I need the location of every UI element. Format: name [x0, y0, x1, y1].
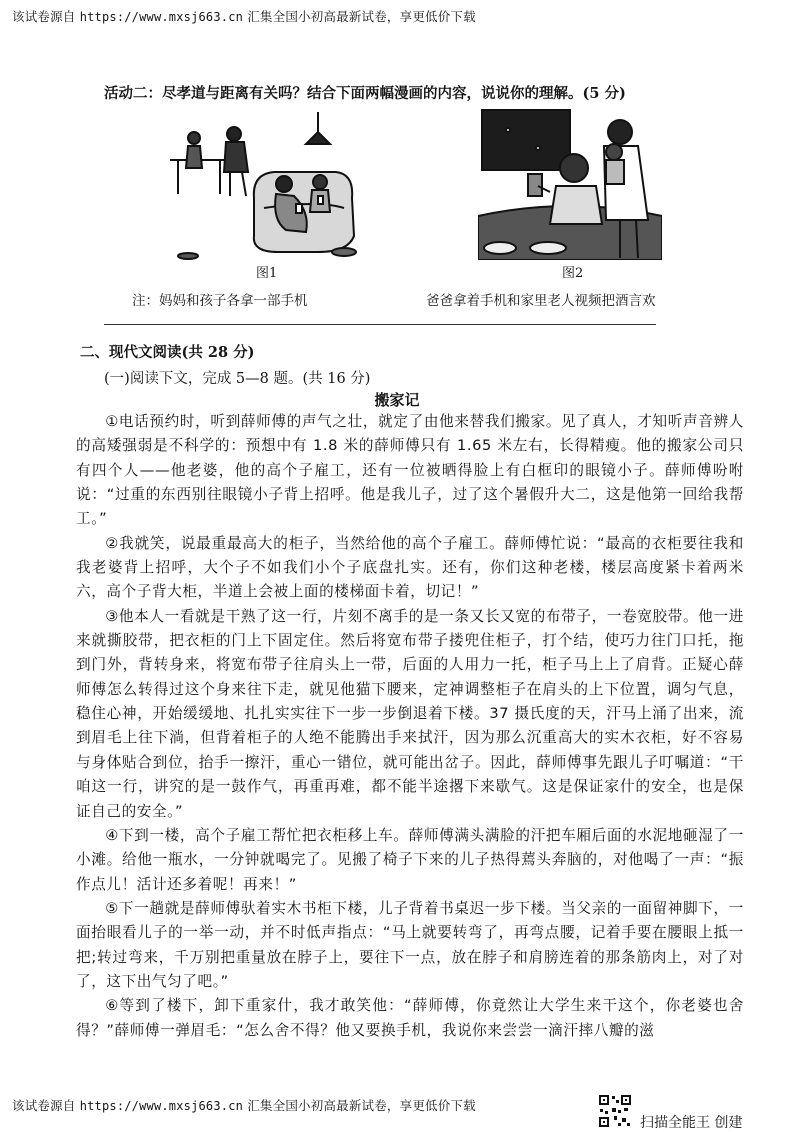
article-body: [76, 410, 744, 1043]
article-paragraph-2: ②我就笑，说最重最高大的柜子，当然给他的高个子雇工。薛师傅忙说：“最高的衣柜要往我和我老婆背上招呼，大个子不如我们小个子底盘扎实。还有，你们这种老楼，楼层高度紧卡着两米六，高个子背大柜，半道上会被上面的楼梯面卡着，切记！”: [76, 534, 744, 601]
article-paragraph-6: ⑥等到了楼下，卸下重家什，我才敢笑他：“薛师傅，你竟然让大学生来干这个，你老婆也舍得？”薛师傅一弹眉毛：“怎么舍不得？他又要换手机，我说你来尝尝一滴汗摔八瓣的滋: [76, 997, 744, 1039]
scanner-watermark: 扫描全能王 创建: [640, 1115, 743, 1131]
activity-two-prompt: 活动二：尽孝道与距离有关吗？结合下面两幅漫画的内容，说说你的理解。(5 分): [104, 85, 626, 102]
header-banner-prefix: 该试卷源自: [12, 9, 76, 24]
figure-2-caption: 图2: [562, 266, 584, 281]
cartoon-figure-2: [478, 108, 662, 260]
figure-1-caption: 图1: [256, 266, 278, 281]
footer-banner: [12, 1096, 476, 1114]
article-paragraph-3: ③他本人一看就是干熟了这一行，片刻不离手的是一条又长又宽的布带子，一卷宽胶带。他一进来就撕胶带，把衣柜的门上下固定住。然后将宽布带子搂兜住柜子，打个结，使巧力往门口托，拖到门外，背转身来，将宽布带子往肩头上一带，后面的人用力一托，柜子马上上了肩背。正疑心薛师傅怎么转得过这个身来往下走，就见他猫下腰来，定神调整柜子在肩头的上下位置，调匀气息，稳住心神，开始缓缓地、扎扎实实往下一步一步倒退着下楼。37 摄氏度的天，汗马上涌了出来，流到眉毛上往下淌，但背着柜子的人绝不能腾出手来拭汗，因为那么沉重高大的实木衣柜，好不容易与身体贴合到位，抬手一擦汗，重心一错位，就可能出岔子。因此，薛师傅事先跟儿子叮嘱道：“干咱这一行，讲究的是一鼓作气，再重再难，都不能半途撂下来歇气。这是保证家什的安全，也是保证自己的安全。”: [76, 607, 744, 820]
article-paragraph-4: ④下到一楼，高个子雇工帮忙把衣柜移上车。薛师傅满头满脸的汗把车厢后面的水泥地砸湿了一小滩。给他一瓶水，一分钟就喝完了。见搬了椅子下来的儿子热得蔫头奔脑的，对他喝了一声：“振作点儿！活计还多着呢！再来！”: [76, 826, 744, 893]
article-paragraph-1: ①电话预约时，听到薛师傅的声气之壮，就定了由他来替我们搬家。见了真人，才知听声音辨人的高矮强弱是不科学的：预想中有 1.8 米的薛师傅只有 1.65 米左右，长得精瘦。他的搬家公司只有四个人——他老婆，他的高个子雇工，还有一位被晒得脸上有白框印的眼镜小子。薛师傅吩咐说：“过重的东西别往眼镜小子背上招呼。他是我儿子，过了这个暑假升大二，这是他第一回给我帮工。”: [76, 413, 744, 528]
header-banner-suffix: 汇集全国小初高最新试卷，享更低价下载: [247, 9, 476, 24]
footer-banner-suffix: 汇集全国小初高最新试卷，享更低价下载: [247, 1098, 476, 1113]
footer-banner-prefix: 该试卷源自: [12, 1098, 76, 1113]
section-title: 二、现代文阅读(共 28 分): [80, 344, 255, 361]
cartoon-figure-1: [168, 112, 368, 260]
footer-banner-url[interactable]: https://www.mxsj663.cn: [79, 1099, 244, 1113]
figure-2-note: 爸爸拿着手机和家里老人视频把酒言欢: [426, 293, 656, 309]
article-title: 搬家记: [374, 391, 420, 409]
header-banner-url[interactable]: https://www.mxsj663.cn: [79, 10, 244, 24]
section-subtitle: (一)阅读下文，完成 5—8 题。(共 16 分): [104, 371, 371, 387]
figure-1-note: 注：妈妈和孩子各拿一部手机: [132, 293, 308, 309]
header-banner: [12, 7, 476, 25]
article-paragraph-5: ⑤下一趟就是薛师傅驮着实木书柜下楼，儿子背着书桌迟一步下楼。当父亲的一面留神脚下，一面抬眼看儿子的一举一动，并不时低声指点：“马上就要转弯了，再弯点腰，记着手要在腰眼上抵一把;转过弯来，千万别把重量放在脖子上，要往下一点，放在脖子和肩膀连着的那条筋肉上，对了对了，这下出气匀了吧。”: [76, 899, 744, 990]
section-divider: [104, 324, 656, 325]
qr-code-icon: [598, 1094, 632, 1128]
